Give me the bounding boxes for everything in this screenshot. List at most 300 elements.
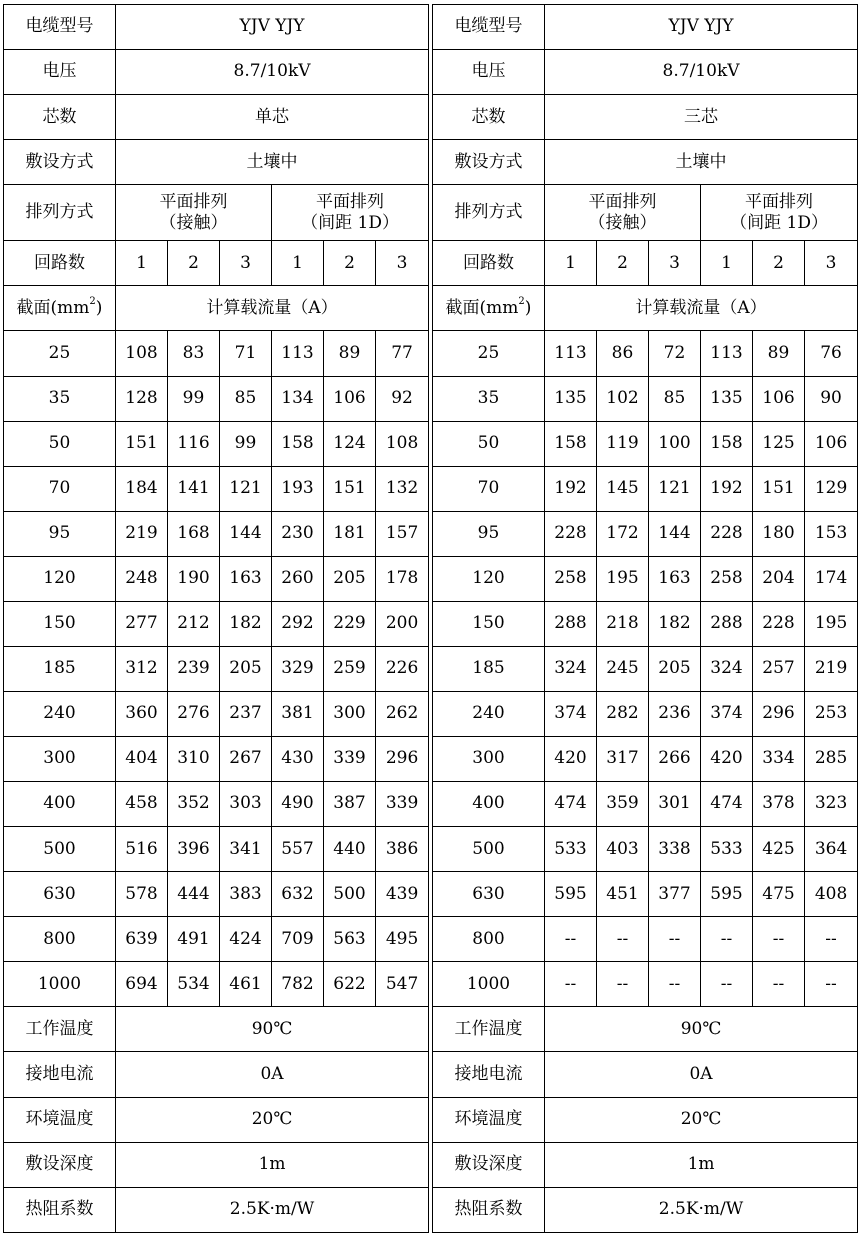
section-label-close: ): [95, 297, 103, 318]
ampacity-cell: 158: [701, 421, 753, 466]
ampacity-cell: 292: [272, 601, 324, 646]
ampacity-cell: 135: [545, 376, 597, 421]
ampacity-cell: 72: [649, 331, 701, 376]
table-row: [4, 962, 429, 1007]
section-size-cell: 300: [433, 737, 545, 782]
voltage-label: 电压: [433, 50, 545, 95]
ampacity-cell: 71: [220, 331, 272, 376]
ampacity-cell: 782: [272, 962, 324, 1007]
ampacity-cell: 182: [649, 601, 701, 646]
ampacity-cell: 157: [376, 511, 429, 556]
ampacity-cell: 76: [805, 331, 858, 376]
ampacity-cell: 296: [376, 737, 429, 782]
ampacity-table: [3, 4, 429, 1233]
circuits-label: 回路数: [4, 241, 116, 286]
arrangement-spaced-line2: （间距 1D）: [301, 212, 399, 233]
ampacity-cell: 266: [649, 737, 701, 782]
footer-row: [433, 1142, 858, 1187]
ampacity-cell: 547: [376, 962, 429, 1007]
voltage-label: 电压: [4, 50, 116, 95]
ampacity-cell: 212: [168, 601, 220, 646]
ampacity-cell: 282: [597, 691, 649, 736]
circuit-count: 2: [324, 241, 376, 286]
section-size-cell: 1000: [4, 962, 116, 1007]
ampacity-cell: 595: [545, 872, 597, 917]
voltage-value: 8.7/10kV: [545, 50, 858, 95]
cores-value: 单芯: [116, 95, 429, 140]
ampacity-cell: 134: [272, 376, 324, 421]
ampacity-cell: 219: [805, 646, 858, 691]
circuit-count: 1: [701, 241, 753, 286]
row-laying: [4, 140, 429, 185]
table-row: [433, 917, 858, 962]
footer-row: [4, 1187, 429, 1232]
row-cores: [4, 95, 429, 140]
ampacity-cell: 129: [805, 466, 858, 511]
laying-label: 敷设方式: [433, 140, 545, 185]
laying-label: 敷设方式: [4, 140, 116, 185]
ampacity-cell: 125: [753, 421, 805, 466]
ampacity-cell: 495: [376, 917, 429, 962]
ampacity-cell: 403: [597, 827, 649, 872]
footer-row: [4, 1142, 429, 1187]
ampacity-cell: 461: [220, 962, 272, 1007]
ampacity-cell: 451: [597, 872, 649, 917]
laying-value: 土壤中: [545, 140, 858, 185]
ampacity-cell: 339: [376, 782, 429, 827]
table-row: [4, 556, 429, 601]
footer-row: [4, 1097, 429, 1142]
section-size-cell: 150: [4, 601, 116, 646]
table-three-core: [432, 4, 857, 1233]
footer-value: 90℃: [545, 1007, 858, 1052]
ampacity-cell: 178: [376, 556, 429, 601]
table-row: [433, 646, 858, 691]
table-row: [4, 827, 429, 872]
ampacity-cell: 324: [701, 646, 753, 691]
ampacity-cell: 595: [701, 872, 753, 917]
ampacity-cell: 158: [545, 421, 597, 466]
ampacity-cell: 420: [701, 737, 753, 782]
table-row: [4, 376, 429, 421]
footer-label: 工作温度: [4, 1007, 116, 1052]
ampacity-cell: 458: [116, 782, 168, 827]
table-row: [4, 466, 429, 511]
arrangement-label: 排列方式: [433, 185, 545, 241]
ampacity-cell: 258: [701, 556, 753, 601]
table-row: [433, 827, 858, 872]
table-single-core: [3, 4, 428, 1233]
row-arrangement: [433, 185, 858, 241]
ampacity-cell: 245: [597, 646, 649, 691]
ampacity-cell: 153: [805, 511, 858, 556]
ampacity-cell: 218: [597, 601, 649, 646]
footer-value: 2.5K·m/W: [545, 1187, 858, 1232]
ampacity-cell: 163: [220, 556, 272, 601]
ampacity-cell: 474: [545, 782, 597, 827]
ampacity-table: [432, 4, 858, 1233]
footer-row: [433, 1097, 858, 1142]
ampacity-cell: 108: [116, 331, 168, 376]
ampacity-cell: 248: [116, 556, 168, 601]
footer-label: 热阻系数: [4, 1187, 116, 1232]
ampacity-cell: 124: [324, 421, 376, 466]
ampacity-cell: 430: [272, 737, 324, 782]
ampacity-cell: 386: [376, 827, 429, 872]
footer-value: 2.5K·m/W: [116, 1187, 429, 1232]
ampacity-cell: 219: [116, 511, 168, 556]
ampacity-cell: 205: [324, 556, 376, 601]
ampacity-cell: 490: [272, 782, 324, 827]
ampacity-cell: 119: [597, 421, 649, 466]
table-row: [4, 737, 429, 782]
section-size-cell: 630: [433, 872, 545, 917]
row-laying: [433, 140, 858, 185]
row-circuits: [433, 241, 858, 286]
footer-label: 接地电流: [433, 1052, 545, 1097]
ampacity-cell: 352: [168, 782, 220, 827]
ampacity-cell: 192: [545, 466, 597, 511]
ampacity-cell: 360: [116, 691, 168, 736]
ampacity-cell: 151: [324, 466, 376, 511]
table-row: [4, 511, 429, 556]
circuit-count: 2: [753, 241, 805, 286]
ampacity-cell: 200: [376, 601, 429, 646]
ampacity-cell: 228: [545, 511, 597, 556]
table-row: [433, 466, 858, 511]
section-label-sup: 2: [518, 295, 525, 307]
section-size-cell: 35: [433, 376, 545, 421]
ampacity-cell: 113: [701, 331, 753, 376]
section-size-cell: 70: [433, 466, 545, 511]
ampacity-cell: 121: [220, 466, 272, 511]
ampacity-cell: --: [805, 962, 858, 1007]
ampacity-cell: 378: [753, 782, 805, 827]
ampacity-cell: 341: [220, 827, 272, 872]
ampacity-cell: 77: [376, 331, 429, 376]
ampacity-cell: 444: [168, 872, 220, 917]
ampacity-cell: 192: [701, 466, 753, 511]
ampacity-cell: 323: [805, 782, 858, 827]
section-label-text: 截面(mm: [445, 297, 519, 318]
ampacity-cell: 158: [272, 421, 324, 466]
row-arrangement: [4, 185, 429, 241]
ampacity-cell: 86: [597, 331, 649, 376]
ampacity-cell: 475: [753, 872, 805, 917]
footer-value: 20℃: [545, 1097, 858, 1142]
table-row: [433, 691, 858, 736]
circuit-count: 3: [805, 241, 858, 286]
ampacity-cell: 374: [545, 691, 597, 736]
section-size-cell: 400: [433, 782, 545, 827]
ampacity-cell: 205: [649, 646, 701, 691]
ampacity-cell: 533: [545, 827, 597, 872]
ampacity-cell: 85: [649, 376, 701, 421]
circuit-count: 1: [545, 241, 597, 286]
ampacity-cell: 236: [649, 691, 701, 736]
footer-label: 接地电流: [4, 1052, 116, 1097]
ampacity-cell: 709: [272, 917, 324, 962]
ampacity-cell: 141: [168, 466, 220, 511]
footer-value: 20℃: [116, 1097, 429, 1142]
circuit-count: 1: [116, 241, 168, 286]
ampacity-cell: 324: [545, 646, 597, 691]
section-label-text: 截面(mm: [16, 297, 90, 318]
row-voltage: [433, 50, 858, 95]
table-row: [4, 782, 429, 827]
ampacity-cell: 132: [376, 466, 429, 511]
arrangement-touching-line2: （接触）: [588, 212, 657, 233]
table-row: [4, 421, 429, 466]
circuit-count: 2: [597, 241, 649, 286]
ampacity-cell: 440: [324, 827, 376, 872]
cores-label: 芯数: [4, 95, 116, 140]
ampacity-cell: 381: [272, 691, 324, 736]
ampacity-cell: 151: [753, 466, 805, 511]
table-row: [4, 601, 429, 646]
circuit-count: 1: [272, 241, 324, 286]
section-size-cell: 120: [4, 556, 116, 601]
row-cores: [433, 95, 858, 140]
table-row: [433, 331, 858, 376]
table-row: [433, 511, 858, 556]
ampacity-cell: 301: [649, 782, 701, 827]
table-row: [433, 556, 858, 601]
table-row: [433, 376, 858, 421]
ampacity-cell: 439: [376, 872, 429, 917]
cable-type-value: YJV YJY: [545, 5, 858, 50]
ampacity-cell: 364: [805, 827, 858, 872]
ampacity-cell: 387: [324, 782, 376, 827]
table-row: [4, 331, 429, 376]
ampacity-cell: 89: [324, 331, 376, 376]
ampacity-cell: 339: [324, 737, 376, 782]
arrangement-spaced: [701, 185, 858, 241]
section-size-cell: 50: [433, 421, 545, 466]
ampacity-cell: 106: [805, 421, 858, 466]
cores-value: 三芯: [545, 95, 858, 140]
ampacity-cell: 228: [753, 601, 805, 646]
ampacity-cell: 259: [324, 646, 376, 691]
arrangement-spaced-line1: 平面排列: [316, 191, 385, 212]
ampacity-cell: 116: [168, 421, 220, 466]
ampacity-cell: 180: [753, 511, 805, 556]
footer-row: [433, 1007, 858, 1052]
table-row: [433, 872, 858, 917]
ampacity-cell: 144: [649, 511, 701, 556]
row-section-header: [4, 286, 429, 331]
ampacity-cell: 424: [220, 917, 272, 962]
section-size-cell: 240: [433, 691, 545, 736]
cable-type-label: 电缆型号: [433, 5, 545, 50]
ampacity-cell: 338: [649, 827, 701, 872]
section-size-cell: 800: [4, 917, 116, 962]
arrangement-spaced-line2: （间距 1D）: [730, 212, 828, 233]
table-row: [4, 691, 429, 736]
section-size-cell: 50: [4, 421, 116, 466]
ampacity-cell: 237: [220, 691, 272, 736]
ampacity-cell: 100: [649, 421, 701, 466]
ampacity-cell: 578: [116, 872, 168, 917]
arrangement-spaced: [272, 185, 429, 241]
footer-row: [433, 1187, 858, 1232]
ampacity-cell: 258: [545, 556, 597, 601]
section-size-cell: 95: [433, 511, 545, 556]
ampacity-cell: 557: [272, 827, 324, 872]
ampacity-cell: 135: [701, 376, 753, 421]
cable-type-value: YJV YJY: [116, 5, 429, 50]
row-circuits: [4, 241, 429, 286]
ampacity-cell: 383: [220, 872, 272, 917]
ampacity-cell: --: [649, 962, 701, 1007]
cores-label: 芯数: [433, 95, 545, 140]
ampacity-label: 计算载流量（A）: [116, 286, 429, 331]
ampacity-cell: 267: [220, 737, 272, 782]
ampacity-cell: 83: [168, 331, 220, 376]
laying-value: 土壤中: [116, 140, 429, 185]
footer-label: 工作温度: [433, 1007, 545, 1052]
ampacity-cell: 500: [324, 872, 376, 917]
ampacity-cell: 563: [324, 917, 376, 962]
ampacity-cell: --: [753, 962, 805, 1007]
ampacity-cell: 694: [116, 962, 168, 1007]
row-cable-type: [4, 5, 429, 50]
section-size-cell: 800: [433, 917, 545, 962]
section-size-cell: 400: [4, 782, 116, 827]
ampacity-tables: [3, 4, 857, 1233]
ampacity-cell: 534: [168, 962, 220, 1007]
ampacity-cell: 404: [116, 737, 168, 782]
section-size-cell: 185: [433, 646, 545, 691]
ampacity-cell: 99: [220, 421, 272, 466]
footer-row: [4, 1052, 429, 1097]
ampacity-cell: 174: [805, 556, 858, 601]
ampacity-cell: 99: [168, 376, 220, 421]
ampacity-cell: 195: [597, 556, 649, 601]
ampacity-cell: 144: [220, 511, 272, 556]
arrangement-touching: [116, 185, 272, 241]
ampacity-cell: 312: [116, 646, 168, 691]
ampacity-cell: 396: [168, 827, 220, 872]
ampacity-cell: 262: [376, 691, 429, 736]
row-voltage: [4, 50, 429, 95]
section-size-cell: 240: [4, 691, 116, 736]
table-row: [433, 601, 858, 646]
ampacity-cell: 260: [272, 556, 324, 601]
section-label: [433, 286, 545, 331]
footer-value: 0A: [545, 1052, 858, 1097]
ampacity-cell: 151: [116, 421, 168, 466]
ampacity-label: 计算载流量（A）: [545, 286, 858, 331]
ampacity-cell: 168: [168, 511, 220, 556]
ampacity-cell: 491: [168, 917, 220, 962]
footer-value: 1m: [116, 1142, 429, 1187]
ampacity-cell: 300: [324, 691, 376, 736]
ampacity-cell: 106: [753, 376, 805, 421]
ampacity-cell: 296: [753, 691, 805, 736]
arrangement-touching-line2: （接触）: [159, 212, 228, 233]
ampacity-cell: 276: [168, 691, 220, 736]
ampacity-cell: --: [597, 917, 649, 962]
circuits-label: 回路数: [433, 241, 545, 286]
ampacity-cell: 285: [805, 737, 858, 782]
ampacity-cell: 425: [753, 827, 805, 872]
ampacity-cell: 359: [597, 782, 649, 827]
ampacity-cell: 128: [116, 376, 168, 421]
ampacity-cell: --: [597, 962, 649, 1007]
section-size-cell: 500: [433, 827, 545, 872]
footer-label: 热阻系数: [433, 1187, 545, 1232]
footer-label: 敷设深度: [4, 1142, 116, 1187]
ampacity-cell: 145: [597, 466, 649, 511]
footer-label: 敷设深度: [433, 1142, 545, 1187]
ampacity-cell: 121: [649, 466, 701, 511]
ampacity-cell: 182: [220, 601, 272, 646]
ampacity-cell: 108: [376, 421, 429, 466]
table-row: [433, 782, 858, 827]
ampacity-cell: 193: [272, 466, 324, 511]
footer-value: 1m: [545, 1142, 858, 1187]
ampacity-cell: 257: [753, 646, 805, 691]
ampacity-cell: 172: [597, 511, 649, 556]
ampacity-cell: --: [805, 917, 858, 962]
ampacity-cell: 226: [376, 646, 429, 691]
section-label-close: ): [524, 297, 532, 318]
arrangement-spaced-line1: 平面排列: [745, 191, 814, 212]
ampacity-cell: --: [753, 917, 805, 962]
section-size-cell: 35: [4, 376, 116, 421]
row-cable-type: [433, 5, 858, 50]
footer-label: 环境温度: [433, 1097, 545, 1142]
ampacity-cell: 253: [805, 691, 858, 736]
ampacity-cell: 622: [324, 962, 376, 1007]
ampacity-cell: 92: [376, 376, 429, 421]
ampacity-cell: 420: [545, 737, 597, 782]
section-size-cell: 120: [433, 556, 545, 601]
ampacity-cell: 230: [272, 511, 324, 556]
ampacity-cell: --: [701, 962, 753, 1007]
ampacity-cell: 228: [701, 511, 753, 556]
ampacity-cell: 89: [753, 331, 805, 376]
section-size-cell: 25: [433, 331, 545, 376]
ampacity-cell: 639: [116, 917, 168, 962]
section-size-cell: 500: [4, 827, 116, 872]
footer-row: [4, 1007, 429, 1052]
ampacity-cell: 163: [649, 556, 701, 601]
ampacity-cell: 317: [597, 737, 649, 782]
ampacity-cell: 102: [597, 376, 649, 421]
ampacity-cell: 90: [805, 376, 858, 421]
ampacity-cell: 205: [220, 646, 272, 691]
ampacity-cell: 288: [545, 601, 597, 646]
section-size-cell: 95: [4, 511, 116, 556]
ampacity-cell: 190: [168, 556, 220, 601]
arrangement-touching-line1: 平面排列: [588, 191, 657, 212]
ampacity-cell: 184: [116, 466, 168, 511]
circuit-count: 3: [649, 241, 701, 286]
ampacity-cell: 334: [753, 737, 805, 782]
section-size-cell: 70: [4, 466, 116, 511]
section-size-cell: 150: [433, 601, 545, 646]
ampacity-cell: 229: [324, 601, 376, 646]
section-size-cell: 300: [4, 737, 116, 782]
ampacity-cell: --: [649, 917, 701, 962]
ampacity-cell: 239: [168, 646, 220, 691]
section-size-cell: 185: [4, 646, 116, 691]
ampacity-cell: 374: [701, 691, 753, 736]
cable-type-label: 电缆型号: [4, 5, 116, 50]
table-row: [4, 917, 429, 962]
